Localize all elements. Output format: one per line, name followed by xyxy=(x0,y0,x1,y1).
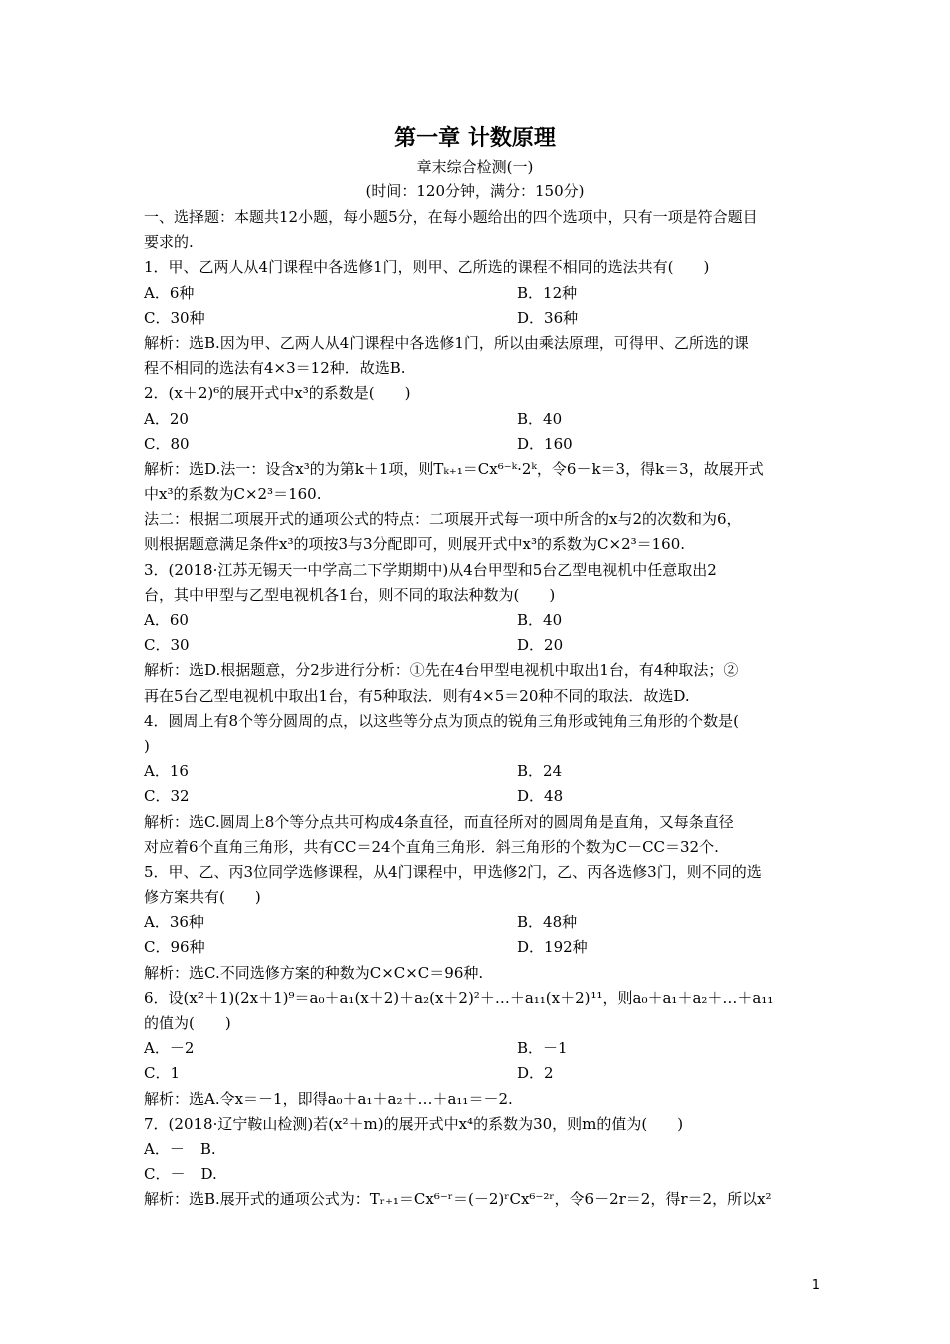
question-stem: 2．(x＋2)⁶的展开式中x³的系数是( ) xyxy=(144,384,411,403)
option: D．48 xyxy=(517,787,564,806)
option: B．48种 xyxy=(517,913,578,932)
option-row xyxy=(144,432,808,457)
option-row xyxy=(144,306,808,331)
option: B．12种 xyxy=(517,283,578,302)
section-intro-line: 一、选择题：本题共12小题，每小题5分，在每小题给出的四个选项中，只有一项是符合题目 xyxy=(144,208,758,226)
option: B．40 xyxy=(517,611,563,629)
option: A．－2 xyxy=(144,1039,195,1058)
option: D．192种 xyxy=(517,938,588,957)
option: A．16 xyxy=(144,762,189,781)
solution-line: 解析：选D.法一：设含x³的为第k＋1项，则Tₖ₊₁＝Cx⁶⁻ᵏ·2ᵏ，令6－k＝3，得k＝3，故展开式 xyxy=(144,459,764,478)
option-row xyxy=(144,633,808,658)
question-stem: 台，其中甲型与乙型电视机各1台，则不同的取法种数为( ) xyxy=(144,585,556,604)
question-stem: 5．甲、乙、丙3位同学选修课程，从4门课程中，甲选修2门，乙、丙各选修3门，则不同的选 xyxy=(144,862,762,881)
time-score-info: (时间：120分钟，满分：150分) xyxy=(365,182,585,200)
solution-line: 解析：选D.根据题意，分2步进行分析：①先在4台甲型电视机中取出1台，有4种取法；② xyxy=(144,661,739,680)
option-row xyxy=(144,608,808,633)
question-stem: ) xyxy=(144,736,150,755)
option: D．20 xyxy=(517,636,564,655)
question-stem: 6．设(x²＋1)(2x＋1)⁹＝a₀＋a₁(x＋2)＋a₂(x＋2)²＋…＋a₁₁(x＋2)¹¹，则a₀＋a₁＋a₂＋…＋a₁₁ xyxy=(144,988,774,1007)
option-row xyxy=(144,1036,808,1061)
page-number: 1 xyxy=(811,1278,820,1293)
solution-line: 再在5台乙型电视机中取出1台，有5种取法．则有4×5＝20种不同的取法．故选D. xyxy=(144,686,690,705)
solution-line: 中x³的系数为C×2³＝160. xyxy=(144,485,322,504)
test-subtitle: 章末综合检测(一) xyxy=(416,158,534,176)
option: D．36种 xyxy=(517,308,579,327)
option: D．160 xyxy=(517,434,573,453)
option: B．24 xyxy=(517,762,563,781)
option: C．1 xyxy=(144,1064,181,1083)
solution-line: 则根据题意满足条件x³的项按3与3分配即可，则展开式中x³的系数为C×2³＝160. xyxy=(144,535,686,554)
option: A．60 xyxy=(144,611,189,629)
option: C．80 xyxy=(144,434,190,453)
option-row xyxy=(144,759,808,784)
solution-line: 解析：选B.因为甲、乙两人从4门课程中各选修1门，所以由乘法原理，可得甲、乙所选的课 xyxy=(144,333,749,352)
option: C．30 xyxy=(144,636,190,655)
solution-line: 法二：根据二项展开式的通项公式的特点：二项展开式每一项中所含的x与2的次数和为6， xyxy=(144,510,742,529)
option-row xyxy=(144,1061,808,1086)
question-stem: 7．(2018·辽宁鞍山检测)若(x²＋m)的展开式中x⁴的系数为30，则m的值为( ) xyxy=(144,1114,684,1133)
option-line: C．－ D. xyxy=(144,1165,217,1184)
option: B．40 xyxy=(517,409,563,428)
option: C．32 xyxy=(144,787,190,806)
option: B．－1 xyxy=(517,1039,568,1058)
question-stem: 修方案共有( ) xyxy=(144,888,261,907)
solution-line: 解析：选A.令x＝－1，即得a₀＋a₁＋a₂＋…＋a₁₁＝－2. xyxy=(144,1089,513,1108)
option: A．6种 xyxy=(144,283,195,302)
question-stem: 1．甲、乙两人从4门课程中各选修1门，则甲、乙所选的课程不相同的选法共有( ) xyxy=(144,258,710,277)
option: C．30种 xyxy=(144,308,205,327)
solution-line: 解析：选C.圆周上8个等分点共可构成4条直径，而直径所对的圆周角是直角，又每条直径 xyxy=(144,812,734,831)
option: A．36种 xyxy=(144,913,204,932)
section-intro-line: 要求的. xyxy=(144,233,194,252)
option-row xyxy=(144,784,808,809)
option-row xyxy=(144,910,808,935)
solution-line: 解析：选B.展开式的通项公式为：Tᵣ₊₁＝Cx⁶⁻ʳ＝(－2)ʳCx⁶⁻²ʳ，令6－2r＝2，得r＝2，所以x² xyxy=(144,1190,772,1209)
question-stem: 3．(2018·江苏无锡天一中学高二下学期期中)从4台甲型和5台乙型电视机中任意取出2 xyxy=(144,560,717,579)
solution-line: 解析：选C.不同选修方案的种数为C×C×C＝96种. xyxy=(144,963,484,982)
question-stem: 4．圆周上有8个等分圆周的点，以这些等分点为顶点的锐角三角形或钝角三角形的个数是( xyxy=(144,711,739,730)
option-line: A．－ B. xyxy=(144,1139,216,1158)
option: C．96种 xyxy=(144,938,205,957)
option-row xyxy=(144,407,808,432)
option-row xyxy=(144,935,808,960)
option-row xyxy=(144,281,808,306)
solution-line: 对应着6个直角三角形，共有CC＝24个直角三角形．斜三角形的个数为C－CC＝32个. xyxy=(144,837,719,856)
option: D．2 xyxy=(517,1064,554,1083)
option: A．20 xyxy=(144,409,189,428)
document-body xyxy=(144,205,808,1213)
chapter-title: 第一章 计数原理 xyxy=(394,125,556,151)
solution-line: 程不相同的选法有4×3＝12种．故选B. xyxy=(144,359,406,378)
question-stem: 的值为( ) xyxy=(144,1014,231,1032)
